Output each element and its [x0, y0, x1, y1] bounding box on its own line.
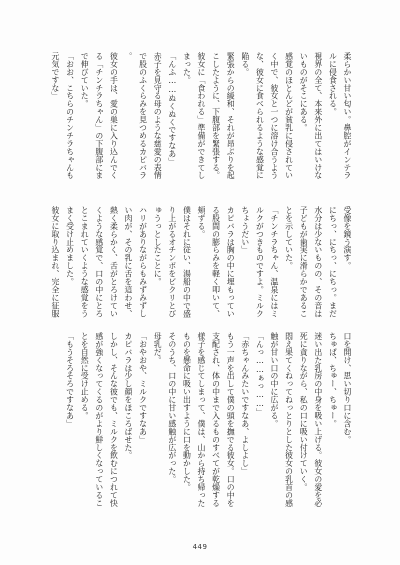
text-line: 口を開け、思い切り口に含む。 [343, 332, 352, 444]
text-line: こしたように、下腹部を緊張する。 [211, 52, 221, 180]
text-line: 受像を鏡う演す。 [343, 206, 352, 270]
text-line: 赤子を見守る母のような慈愛の表情 [153, 52, 163, 180]
text-line: 元気ですな」 [51, 52, 60, 100]
text-line: 彼女の手は、愛の巣に入り込んでく [109, 52, 119, 180]
text-line: 。 [124, 52, 133, 60]
text-line: 緊張からの緩和、それが昂ぶりを起 [226, 52, 236, 180]
text-line: 陥る。 [240, 52, 250, 76]
text-line: 「おやおや、ミルクですなあ」 [138, 332, 148, 444]
text-line: とこまれていくような感覚をう [80, 206, 90, 318]
text-line: 感が強くなってくるのがより鮮しくなっているこ [94, 332, 104, 507]
text-line: 死に貪りながら、私の口に吸い付けていく。 [299, 332, 309, 491]
text-line: 「赤ちゃんみたいですなあ、よしよし」 [240, 332, 250, 476]
text-line: くような感覚で、口の中にとろ [94, 206, 104, 318]
text-line: り上がるオチンポをビクリとび [167, 206, 177, 318]
text-line: 「んっ……ぁっ……」 [255, 332, 265, 416]
text-line: 「んふ……ぬくぬくですなあ」 [167, 52, 177, 166]
text-line: いものがそこにある。 [299, 52, 309, 132]
text-line: 様子を感じてしまって、僕は、山から持ち帰った [197, 332, 206, 507]
text-line: 感覚のほとんどが貧乳に侵されてい [284, 52, 294, 180]
text-line: 視界の全て、本来外に出てはいけな [313, 52, 323, 180]
text-line: 「チンチラちゃん、温泉にはミ [270, 206, 279, 318]
text-line: ちゅぱ、ちゅー、ちゅー。 [328, 332, 338, 428]
text-line: る股間の膨らみを軽く叩いて、 [211, 206, 221, 318]
text-line: な、彼女に食べられるような感覚に [255, 52, 265, 180]
text-line: 彼女に「食われる」準備ができてし [197, 52, 206, 180]
text-line: 「もうそろそろですなあ」 [65, 332, 75, 428]
text-line: ゅうっとしたことに。 [153, 206, 163, 286]
text-line: で股のふくらみを見つめるカピバラ [138, 52, 148, 180]
text-line: い肉が、その乳に舌を這わせ、 [124, 206, 133, 318]
text-line: とを示していた。 [284, 206, 294, 270]
text-line: そのうち、口の中に甘い感触が広がった。 [167, 332, 177, 484]
text-line: ハリがありながらもみずみずし [138, 206, 148, 318]
text-line: 迷い出た乳房の中身を吸い上げる。彼女の愛を必 [313, 332, 323, 507]
text-line: 悶え果てくねってねっとりとした彼女の乳首の感 [284, 332, 294, 507]
text-line: 頬ずる。 [197, 206, 206, 238]
text-line: ものを懸命に吸い出すように口を動かした。 [182, 332, 192, 491]
text-line: まった。 [182, 52, 192, 84]
text-line: 彼女に取り込まれ、完全に征服 [51, 206, 60, 318]
text-line: とを自然に受け止める。 [80, 332, 90, 420]
text-line: 僕はそれに従い、湯船の中で盛 [182, 206, 192, 318]
text-line: る「チンチラちゃん」の下腹部にま [94, 52, 104, 180]
text-line: 熱く柔らかく、舌がとろけてい [109, 206, 119, 318]
page-number: 449 [192, 543, 208, 551]
text-line: く中で、彼女と一つに溶け合うよう [270, 52, 279, 180]
text-line: カピバラは胸の中に埋もってい [226, 206, 236, 318]
text-line: 柔らかい甘い匂い。鼻腔がインテラ [343, 52, 352, 180]
text-line: カピバラは少し顔をほころばせた。 [124, 332, 133, 460]
text-line: 支配され、体の中まで入るものすべてが乾燥する [211, 332, 221, 507]
text-line: ルクがつきものですよ。ミルク [255, 206, 265, 318]
text-line: 水分は少ないものの、その音は [313, 206, 323, 318]
text-line: にちっ、にちっ、にちっ。まだ [328, 206, 338, 318]
text-line: 「おお、こちらのチンチラちゃんも [65, 52, 75, 180]
text-line: しかし、そんな彼でも、ミルクを飲むにつれて快 [109, 332, 119, 507]
text-line: もう一声を出して僕の頭を撫でる彼女。口の中を [226, 332, 236, 507]
text-line: 子どもが歯実に滑らかであるこ [299, 206, 309, 318]
text-line: ちょうだい」 [240, 206, 250, 254]
text-line: 母乳だ。 [153, 332, 163, 364]
text-line: 触が甘い口の中に広がる。 [270, 332, 279, 428]
text-line: まく受け止めました。 [65, 206, 75, 286]
text-line: で伸びていた。 [80, 52, 90, 108]
text-line: ルに侵食される。 [328, 52, 338, 116]
